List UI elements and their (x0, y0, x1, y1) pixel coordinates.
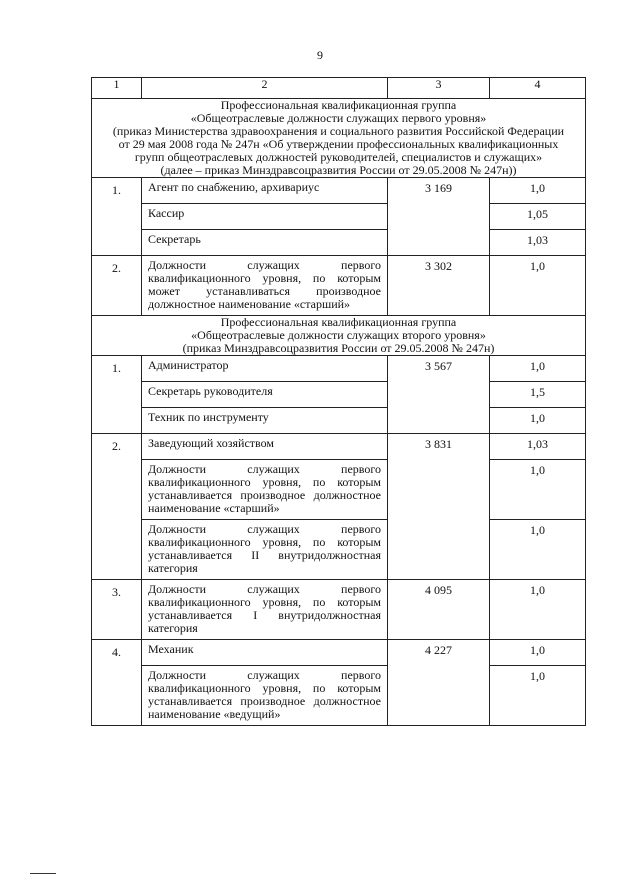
position-name-line: Должности служащих первого (148, 668, 381, 682)
raising-coefficient: 1,0 (490, 178, 586, 204)
table-row (92, 460, 586, 520)
position-name-line: категория (148, 561, 198, 575)
position-name-line: Секретарь руководителя (148, 384, 273, 398)
position-name-line: наименование «старший» (148, 501, 280, 515)
position-name-line: квалификационного уровня, по которым (148, 475, 381, 489)
table-body (92, 78, 586, 726)
position-name-line: квалификационного уровня, по которым (148, 271, 381, 285)
position-name-line: Техник по инструменту (148, 410, 269, 424)
position-name (142, 460, 388, 520)
group-header-row (92, 99, 586, 178)
raising-coefficient: 1,03 (490, 230, 586, 256)
raising-coefficient: 1,5 (490, 382, 586, 408)
table-row (92, 230, 586, 256)
position-name-line: устанавливается производное должностное (148, 694, 381, 708)
position-name (142, 666, 388, 726)
level-number: 4. (92, 640, 142, 726)
group-title (92, 316, 586, 356)
level-number: 3. (92, 580, 142, 640)
position-name-line: Должности служащих первого (148, 258, 381, 272)
base-salary: 3 567 (388, 356, 490, 434)
base-salary: 3 831 (388, 434, 490, 580)
base-salary: 3 169 (388, 178, 490, 256)
position-name-line: наименование «ведущий» (148, 707, 281, 721)
table-row (92, 580, 586, 640)
base-salary: 3 302 (388, 256, 490, 316)
level-number: 2. (92, 434, 142, 580)
position-name-line: Должности служащих первого (148, 522, 381, 536)
header-cell-coefficient: 4 (490, 78, 586, 99)
level-number: 2. (92, 256, 142, 316)
position-name (142, 356, 388, 382)
position-name-line: Кассир (148, 206, 185, 220)
raising-coefficient: 1,0 (490, 580, 586, 640)
position-name-line: должностное наименование «старший» (148, 297, 351, 311)
position-name (142, 256, 388, 316)
group-title-line: (приказ Минздравсоцразвития России от 29.05.2008 № 247н) (182, 341, 495, 355)
base-salary: 4 227 (388, 640, 490, 726)
footnote-line (30, 873, 56, 874)
raising-coefficient: 1,0 (490, 640, 586, 666)
raising-coefficient: 1,0 (490, 256, 586, 316)
position-name (142, 230, 388, 256)
group-title (92, 99, 586, 178)
table-row (92, 256, 586, 316)
qualification-table (91, 77, 586, 726)
table-row (92, 178, 586, 204)
table-row (92, 408, 586, 434)
raising-coefficient: 1,0 (490, 408, 586, 434)
position-name-line: категория (148, 621, 198, 635)
position-name (142, 640, 388, 666)
group-title-line: от 29 мая 2008 года № 247н «Об утверждении профессиональных квалификационных (118, 137, 559, 151)
position-name (142, 520, 388, 580)
raising-coefficient: 1,0 (490, 520, 586, 580)
position-name-line: квалификационного уровня, по которым (148, 681, 381, 695)
position-name (142, 204, 388, 230)
position-name (142, 178, 388, 204)
raising-coefficient: 1,03 (490, 434, 586, 460)
header-cell-salary: 3 (388, 78, 490, 99)
position-name-line: может устанавливаться производное (148, 284, 381, 298)
table-row (92, 666, 586, 726)
position-name (142, 434, 388, 460)
table-row (92, 640, 586, 666)
header-cell-position: 2 (142, 78, 388, 99)
position-name-line: Секретарь (148, 232, 201, 246)
position-name (142, 382, 388, 408)
group-title-line: (приказ Министерства здравоохранения и социального развития Российской Федерации (112, 124, 565, 138)
raising-coefficient: 1,0 (490, 356, 586, 382)
raising-coefficient: 1,0 (490, 666, 586, 726)
position-name-line: Администратор (148, 358, 229, 372)
table-row (92, 204, 586, 230)
group-title-line: (далее – приказ Минздравсоцразвития России от 29.05.2008 № 247н)) (160, 163, 517, 177)
page-number: 9 (317, 48, 323, 62)
header-cell-number: 1 (92, 78, 142, 99)
position-name-line: Механик (148, 642, 194, 656)
table-row (92, 434, 586, 460)
group-title-line: «Общеотраслевые должности служащих второго уровня» (191, 328, 486, 342)
level-number: 1. (92, 356, 142, 434)
position-name-line: Должности служащих первого (148, 462, 381, 476)
position-name-line: Должности служащих первого (148, 582, 381, 596)
position-name-line: Заведующий хозяйством (148, 436, 274, 450)
group-header-row (92, 316, 586, 356)
position-name-line: устанавливается II внутридолжностная (148, 548, 381, 562)
position-name (142, 408, 388, 434)
level-number: 1. (92, 178, 142, 256)
table-header-row (92, 78, 586, 99)
group-title-line: Профессиональная квалификационная группа (220, 98, 457, 112)
position-name-line: Агент по снабжению, архивариус (148, 180, 320, 194)
raising-coefficient: 1,05 (490, 204, 586, 230)
position-name-line: квалификационного уровня, по которым (148, 535, 381, 549)
table-row (92, 356, 586, 382)
position-name (142, 580, 388, 640)
group-title-line: групп общеотраслевых должностей руководителей, специалистов и служащих» (134, 150, 543, 164)
position-name-line: квалификационного уровня, по которым (148, 595, 381, 609)
group-title-line: Профессиональная квалификационная группа (220, 315, 457, 329)
position-name-line: устанавливается производное должностное (148, 488, 381, 502)
table-row (92, 382, 586, 408)
raising-coefficient: 1,0 (490, 460, 586, 520)
position-name-line: устанавливается I внутридолжностная (148, 608, 381, 622)
base-salary: 4 095 (388, 580, 490, 640)
table-row (92, 520, 586, 580)
group-title-line: «Общеотраслевые должности служащих первого уровня» (190, 111, 487, 125)
